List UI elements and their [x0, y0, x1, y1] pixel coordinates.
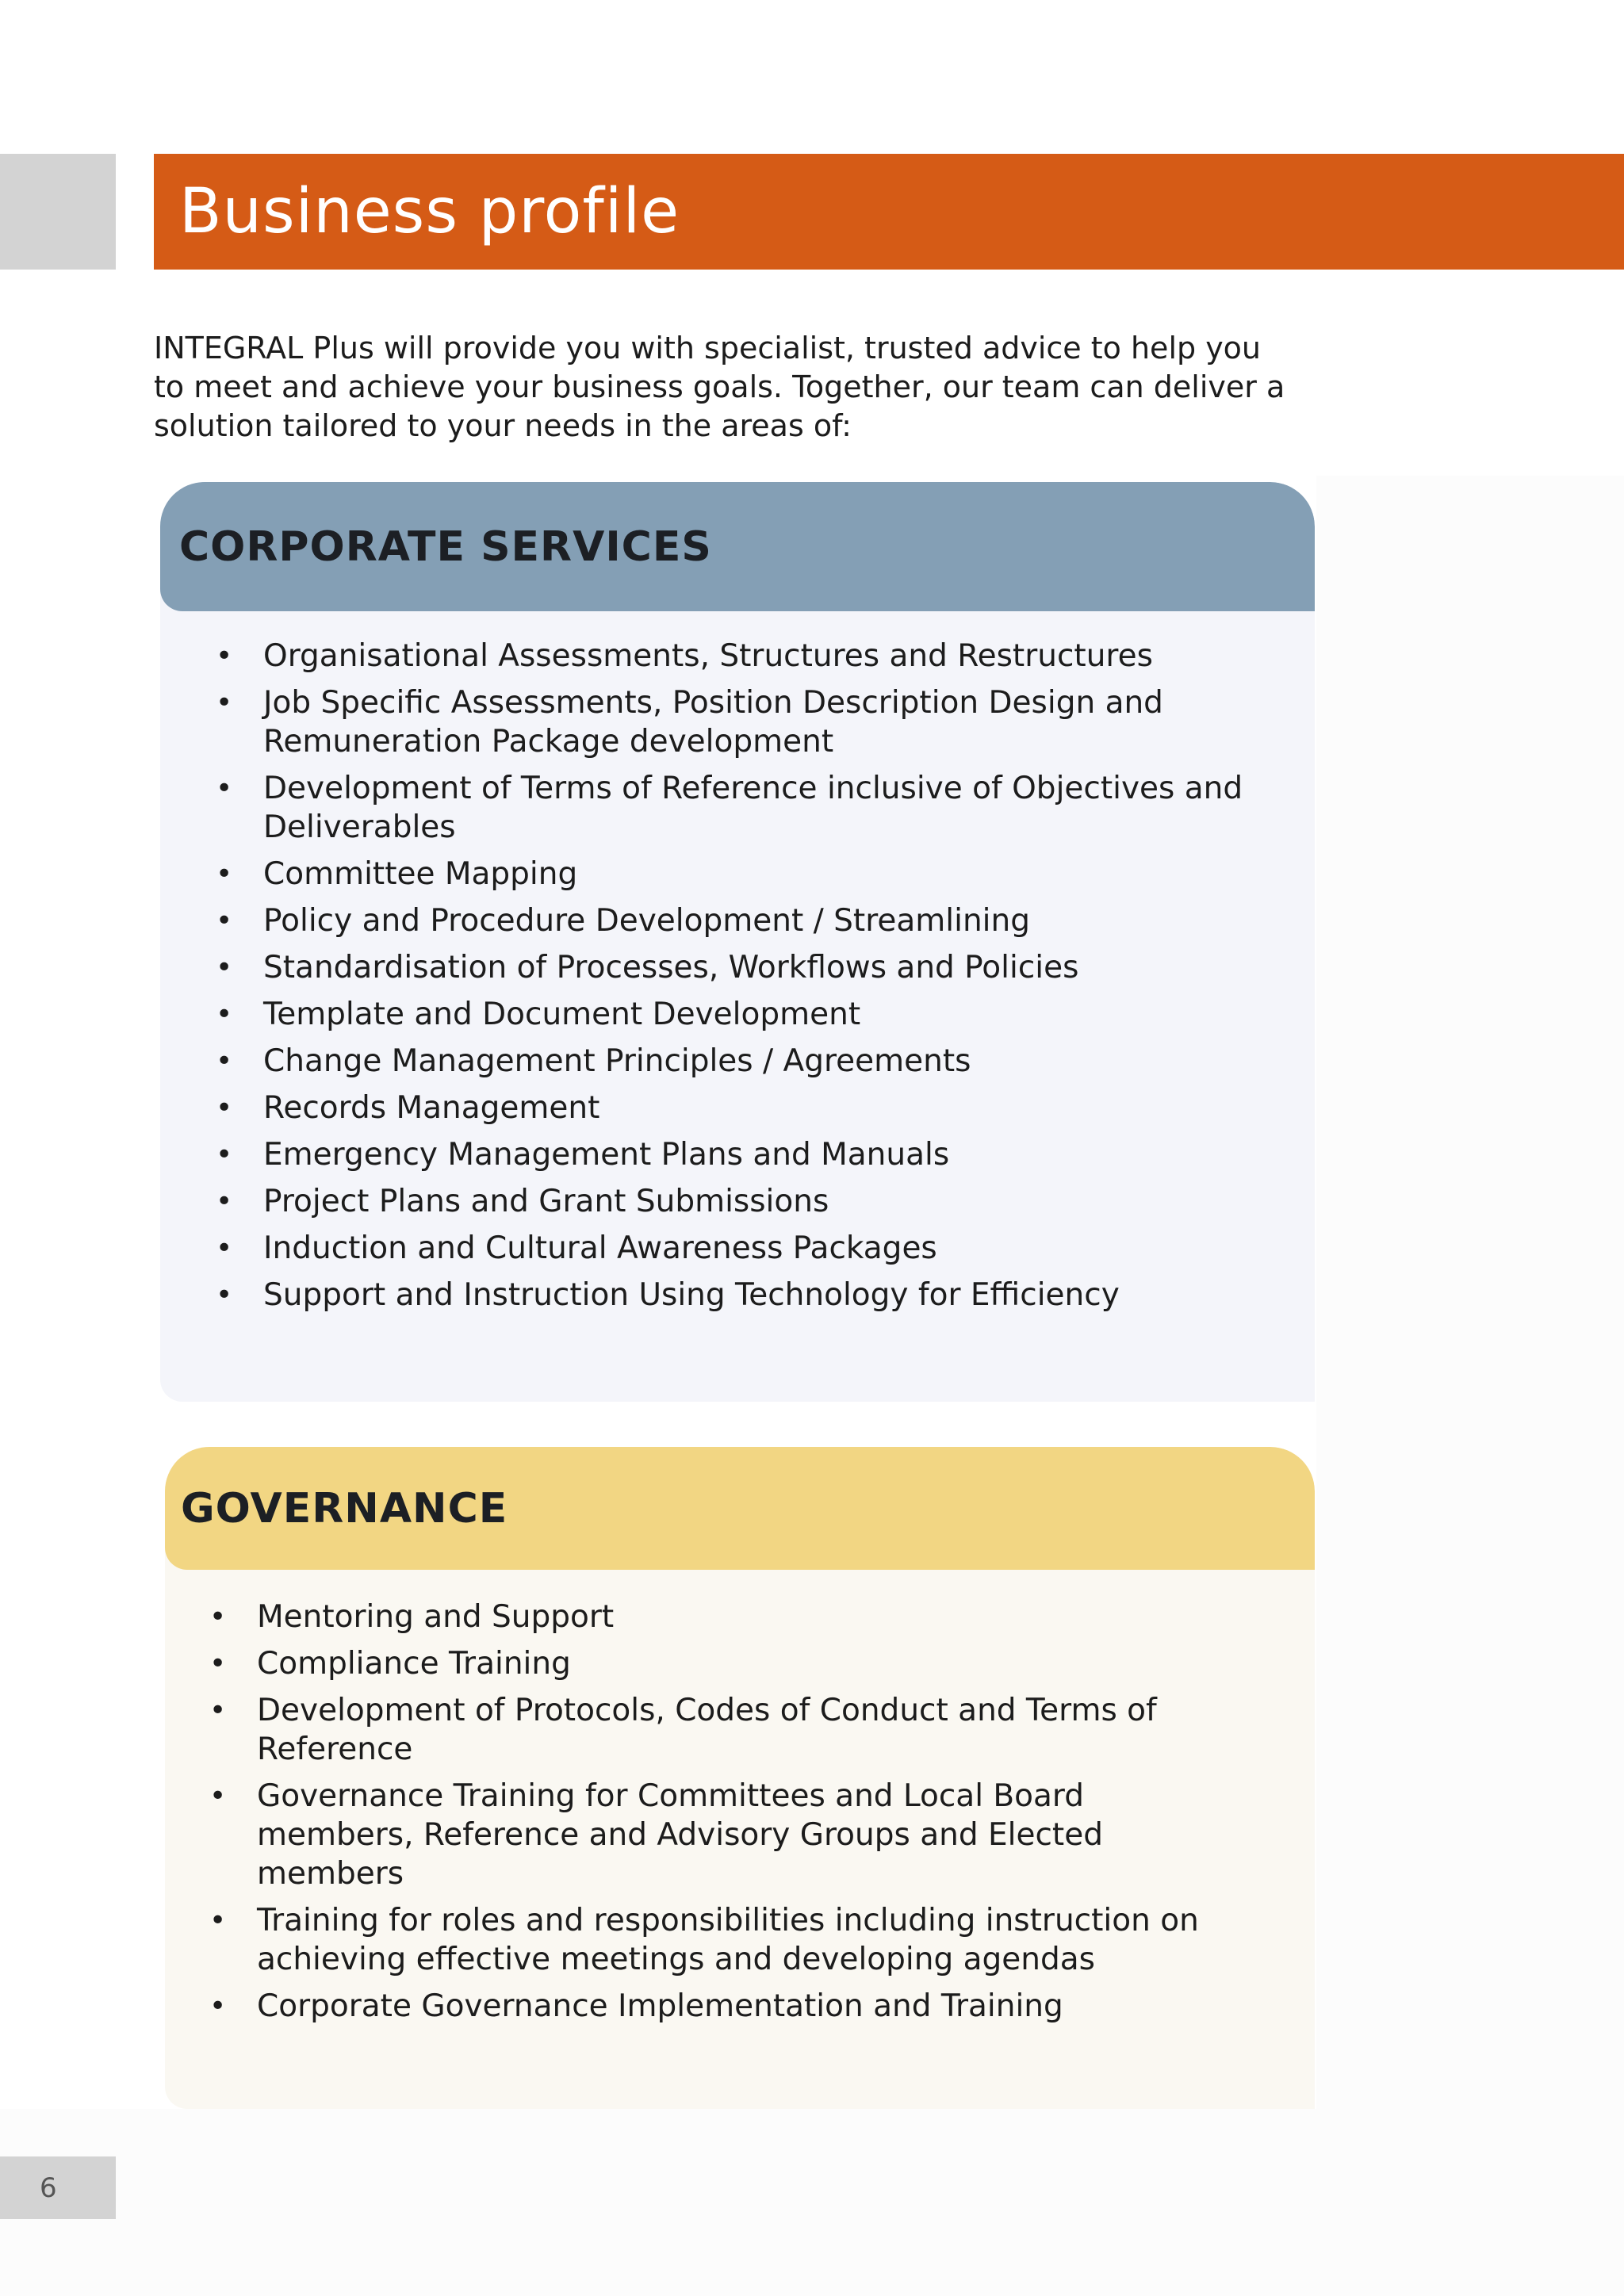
page-background-right	[1316, 476, 1624, 2296]
bullet-icon: •	[216, 998, 233, 1031]
list-item	[216, 948, 1247, 987]
intro-paragraph: INTEGRAL Plus will provide you with specialist, trusted advice to help you to meet and achieve your business goals. Together, our team can deliver a solution tailored to your needs in the areas of:	[154, 331, 1285, 443]
governance-header	[165, 1447, 1315, 1570]
page-background-bottom	[0, 2109, 1624, 2296]
corporate-services-heading: CORPORATE SERVICES	[179, 522, 712, 571]
bullet-icon: •	[209, 1780, 227, 1812]
governance-card	[165, 1447, 1315, 2109]
bullet-icon: •	[209, 1990, 227, 2022]
list-item	[216, 683, 1247, 761]
list-item	[209, 1901, 1240, 1979]
bullet-icon: •	[216, 905, 233, 937]
list-item	[216, 855, 1247, 894]
list-item	[216, 637, 1247, 675]
list-item	[216, 1229, 1247, 1268]
bullet-icon: •	[216, 1185, 233, 1218]
list-item	[216, 1089, 1247, 1127]
bullet-icon: •	[209, 1601, 227, 1633]
list-item-text: Corporate Governance Implementation and Training	[257, 1988, 1063, 2024]
bullet-icon: •	[209, 1694, 227, 1727]
list-item-text: Template and Document Development	[263, 997, 861, 1032]
page-title: Business profile	[179, 176, 680, 247]
bullet-icon: •	[209, 1904, 227, 1937]
list-item	[209, 1598, 1240, 1636]
page-number-box	[0, 2156, 116, 2219]
bullet-icon: •	[216, 1138, 233, 1171]
page-number: 6	[40, 2172, 57, 2204]
list-item	[216, 1135, 1247, 1174]
list-item-text: Development of Terms of Reference inclusive of Objectives and Deliverables	[263, 771, 1243, 845]
list-item-text: Support and Instruction Using Technology for Efficiency	[263, 1277, 1120, 1313]
bullet-icon: •	[216, 1279, 233, 1311]
corporate-services-card	[160, 482, 1315, 1402]
bullet-icon: •	[216, 640, 233, 672]
list-item	[216, 995, 1247, 1034]
list-item	[216, 769, 1247, 847]
list-item-text: Induction and Cultural Awareness Packages	[263, 1230, 937, 1266]
bullet-icon: •	[216, 1092, 233, 1124]
governance-list	[165, 1570, 1240, 2026]
side-tab	[0, 154, 116, 270]
list-item-text: Committee Mapping	[263, 856, 578, 892]
list-item-text: Emergency Management Plans and Manuals	[263, 1137, 950, 1173]
list-item-text: Governance Training for Committees and Local Board members, Reference and Advisory Groups and Elected members	[257, 1778, 1103, 1892]
list-item-text: Compliance Training	[257, 1646, 571, 1682]
bullet-icon: •	[209, 1647, 227, 1680]
list-item-text: Development of Protocols, Codes of Conduct and Terms of Reference	[257, 1693, 1157, 1767]
governance-heading: GOVERNANCE	[181, 1484, 508, 1533]
bullet-icon: •	[216, 951, 233, 984]
list-item-text: Mentoring and Support	[257, 1599, 615, 1635]
list-item-text: Training for roles and responsibilities including instruction on achieving effective meetings and developing agendas	[257, 1903, 1199, 1977]
list-item-text: Change Management Principles / Agreements	[263, 1043, 971, 1079]
list-item-text: Project Plans and Grant Submissions	[263, 1184, 829, 1219]
list-item	[209, 1777, 1240, 1893]
title-bar	[154, 154, 1624, 270]
list-item-text: Records Management	[263, 1090, 600, 1126]
list-item	[216, 1042, 1247, 1081]
bullet-icon: •	[216, 772, 233, 805]
list-item	[216, 901, 1247, 940]
list-item-text: Organisational Assessments, Structures and Restructures	[263, 638, 1153, 674]
list-item-text: Job Specific Assessments, Position Description Design and Remuneration Package development	[263, 685, 1163, 760]
list-item	[209, 1987, 1240, 2026]
bullet-icon: •	[216, 687, 233, 719]
list-item	[209, 1644, 1240, 1683]
list-item-text: Policy and Procedure Development / Streamlining	[263, 903, 1030, 939]
bullet-icon: •	[216, 1232, 233, 1265]
list-item-text: Standardisation of Processes, Workflows and Policies	[263, 950, 1079, 985]
list-item	[209, 1691, 1240, 1769]
corporate-services-header	[160, 482, 1315, 611]
list-item	[216, 1276, 1247, 1314]
corporate-services-list	[160, 611, 1247, 1314]
bullet-icon: •	[216, 1045, 233, 1077]
bullet-icon: •	[216, 858, 233, 890]
list-item	[216, 1182, 1247, 1221]
